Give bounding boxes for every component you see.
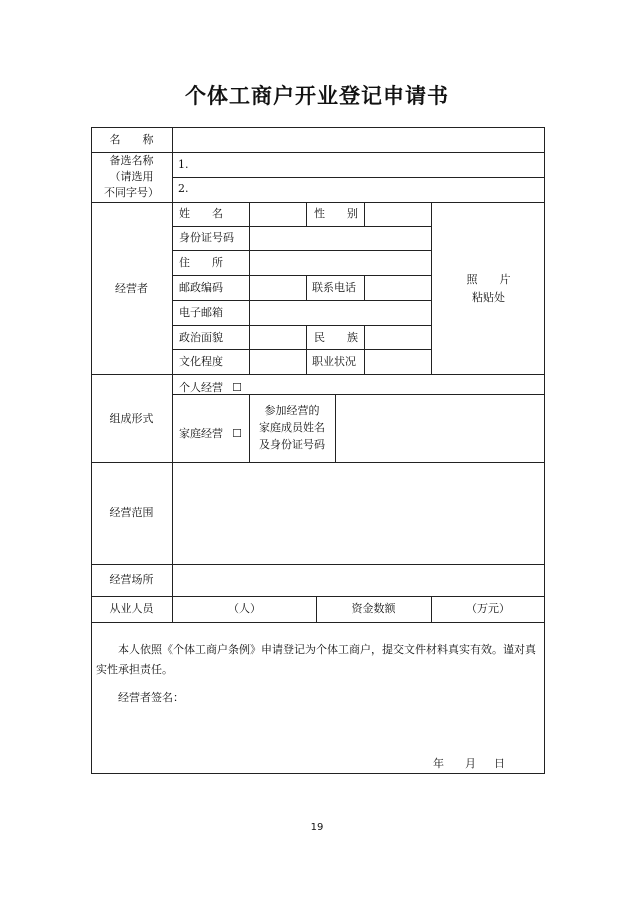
individual-option-label: 个人经营	[179, 381, 223, 394]
signature-label: 经营者签名：	[118, 691, 184, 704]
individual-checkbox[interactable]: ☐	[232, 381, 242, 394]
address-label: 住 所	[179, 256, 223, 269]
ethnicity-label: 民 族	[314, 331, 358, 344]
family-members-field[interactable]	[336, 395, 544, 462]
capital-label: 资金数额	[351, 602, 396, 615]
individual-option[interactable]	[179, 376, 242, 392]
id-number-field[interactable]	[250, 227, 431, 250]
political-status-label: 政治面貌	[179, 331, 223, 344]
photo-area-label-line2: 粘贴处	[472, 291, 505, 304]
education-label: 文化程度	[179, 355, 223, 368]
gender-field[interactable]	[365, 203, 431, 226]
premises-field[interactable]	[173, 565, 544, 596]
family-option[interactable]	[179, 422, 242, 438]
capital-unit: （万元）	[466, 602, 510, 615]
email-label: 电子邮箱	[179, 306, 223, 319]
alt-names-label-line2: （请选用	[109, 170, 154, 183]
family-option-label: 家庭经营	[179, 427, 223, 440]
page-title: 个体工商户开业登记申请书	[185, 84, 449, 108]
row-divider	[91, 202, 545, 203]
column-divider	[306, 275, 307, 300]
family-members-label-line1: 参加经营的	[264, 404, 320, 417]
family-checkbox[interactable]: ☐	[232, 427, 242, 440]
alt-name-2-field[interactable]	[195, 178, 544, 202]
business-name-label: 名 称	[109, 133, 154, 146]
operator-name-field[interactable]	[250, 203, 306, 226]
alt-names-label-line3: 不同字号）	[104, 186, 159, 199]
alt-name-1-field[interactable]	[195, 153, 544, 177]
postcode-label: 邮政编码	[179, 281, 223, 294]
alt-name-1-number: 1.	[178, 158, 189, 171]
date-year-label: 年	[433, 757, 444, 770]
photo-area-label-line1: 照 片	[466, 273, 511, 286]
phone-label: 联系电话	[312, 281, 356, 294]
political-status-field[interactable]	[250, 326, 306, 349]
date-month-label: 月	[465, 757, 476, 770]
occupation-label: 职业状况	[312, 355, 356, 368]
business-scope-field[interactable]	[173, 463, 544, 564]
row-divider	[91, 374, 545, 375]
signature-field[interactable]	[190, 686, 490, 736]
operator-label: 经营者	[115, 282, 148, 295]
alt-names-label-line1: 备选名称	[109, 154, 154, 167]
declaration-text: 本人依照《个体工商户条例》申请登记为个体工商户，提交文件材料真实有效。谨对真实性承担责任。	[96, 643, 536, 676]
gender-label: 性 别	[314, 207, 358, 220]
business-name-field[interactable]	[173, 128, 544, 152]
postcode-field[interactable]	[250, 276, 306, 300]
operator-name-label: 姓 名	[179, 207, 223, 220]
education-field[interactable]	[250, 350, 306, 374]
phone-field[interactable]	[365, 276, 431, 300]
alt-name-2-number: 2.	[178, 182, 189, 195]
occupation-field[interactable]	[365, 350, 431, 374]
column-divider	[306, 202, 307, 226]
business-scope-label: 经营范围	[109, 506, 154, 519]
family-members-label-line2: 家庭成员姓名	[259, 421, 325, 434]
employees-label: 从业人员	[109, 602, 154, 615]
row-divider	[91, 622, 545, 623]
id-number-label: 身份证号码	[179, 231, 234, 244]
organization-form-label: 组成形式	[109, 412, 154, 425]
column-divider	[431, 202, 432, 374]
family-members-label-line3: 及身份证号码	[259, 438, 325, 451]
address-field[interactable]	[250, 251, 431, 275]
ethnicity-field[interactable]	[365, 326, 431, 349]
column-divider	[306, 325, 307, 374]
email-field[interactable]	[250, 301, 431, 325]
premises-label: 经营场所	[109, 573, 154, 586]
page-number: 19	[310, 822, 324, 833]
date-day-label: 日	[494, 757, 505, 770]
employees-unit: （人）	[228, 602, 261, 615]
